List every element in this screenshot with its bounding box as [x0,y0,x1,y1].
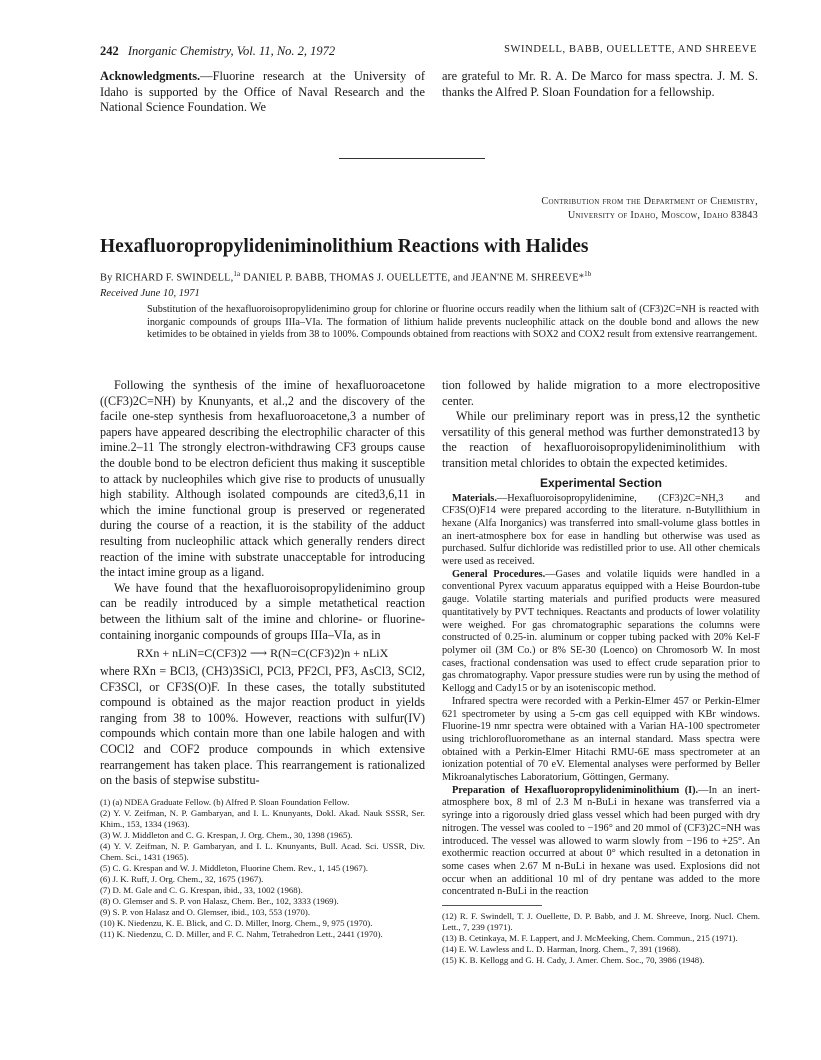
materials-heading: Materials. [452,492,497,504]
byline-by: By [100,272,113,284]
footnote: (15) K. B. Kellogg and G. H. Cady, J. Amer. Chem. Soc., 70, 3986 (1948). [442,955,705,966]
intro-paragraph-3: where RXn = BCl3, (CH3)3SiCl, PCl3, PF2Cl, PF3, AsCl3, SCl2, CF3SCl, or CF3S(O)F. In these cases, the totally substituted compound is obtained as the major reaction product in yields ranging from 38 to 100%. However, reactions with sulfur(IV) compounds which contain more than one labile halogen and with COCl2 and COF2 produce compounds in which extensive rearrangement has taken place. This rearrangement is rationalized on the basis of stepwise substitu- [100,664,425,788]
running-head-left [100,44,335,59]
contribution-note [338,195,758,223]
general-procedures-text: —Gases and volatile liquids were handled in a conventional Pyrex vacuum apparatus equipped with a Heise Bourdon-tube gauge. Volatile starting materials and purified products were measured quantitatively by PVT techniques. Reactants and products of lower volatility were weighed. For gas chromatographic separations the columns were constructed of 0.25-in. aluminum or copper tubing packed with 20% Kel-F polymer oil (3M Co.) or 8% SE-30 (Loenco) on Chromosorb W. In most cases, fractional condensation was used to effect crude separation prior to gas chromatography. Vapor pressure studies were run by using the method of Kellogg and Cady15 or by an isoteniscopic method. [442,568,760,695]
footnote: (12) R. F. Swindell, T. J. Ouellette, D. P. Babb, and J. M. Shreeve, Inorg. Nucl. Chem. Lett., 7, 239 (1971). [442,911,760,933]
footnote: (7) D. M. Gale and C. G. Krespan, ibid., 33, 1002 (1968). [100,884,303,895]
materials-text: —Hexafluoroisopropylidenimine, (CF3)2C=NH,3 and CF3S(O)F14 were prepared according to the literature. n-Butyllithium in hexane (Alfa Inorganics) was transferred into small-volume glass bottles in an inert-atmosphere box for ease in handling but otherwise was used as purchased. Sulfur dichloride was redistilled prior to use. All other chemicals were used as received. [442,492,760,568]
footnotes-left [100,797,425,940]
author-shreeve: JEAN'NE M. SHREEVE* [471,272,585,284]
footnote: (4) Y. V. Zeifman, N. P. Gambaryan, and I. L. Knunyants, Bull. Acad. Sci. USSR, Div. Chem. Sci., 1431 (1965). [100,840,425,862]
materials-paragraph [442,493,760,569]
footnote: (5) C. G. Krespan and W. J. Middleton, Fluorine Chem. Rev., 1, 145 (1967). [100,862,368,873]
footnote: (10) K. Niedenzu, K. E. Blick, and C. D. Miller, Inorg. Chem., 9, 975 (1970). [100,917,373,928]
footnote: (2) Y. V. Zeifman, N. P. Gambaryan, and I. L. Knunyants, Dokl. Akad. Nauk SSSR, Ser. Khim., 153, 1334 (1963). [100,807,425,829]
author-babb-ouellette: DANIEL P. BABB, THOMAS J. OUELLETTE, [243,272,451,284]
author-shreeve-sup: 1b [584,270,592,278]
spectra-paragraph: Infrared spectra were recorded with a Perkin-Elmer 457 or Perkin-Elmer 621 spectrometer by using a 5-cm gas cell equipped with KBr windows. Fluorine-19 nmr spectra were obtained with a Varian HA-100 spectrometer using trichlorofluoromethane as an internal standard. Mass spectra were obtained with a Perkin-Elmer Hitachi RMU-6E mass spectrometer at an ionization potential of 70 eV. Elemental analyses were performed by Beller Mikroanalytisches Laboratorium, Göttingen, Germany. [442,695,760,784]
footnote: (6) J. K. Ruff, J. Org. Chem., 32, 1675 (1967). [100,873,264,884]
author-swindell: RICHARD F. SWINDELL, [115,272,234,284]
reaction-equation: RXn + nLiN=C(CF3)2 ⟶ R(N=C(CF3)2)n + nLiX [136,646,389,661]
author-swindell-sup: 1a [233,270,241,278]
experimental-section-heading: Experimental Section [539,475,663,490]
footnote-rule [442,905,542,906]
continued-paragraph: tion followed by halide migration to a more electropositive center. [442,378,760,408]
acknowledgments-left [100,69,425,116]
section-divider [339,158,485,159]
running-head [100,44,757,60]
footnotes-right [442,911,760,966]
general-procedures-heading: General Procedures. [452,568,546,580]
footnote: (13) B. Cetinkaya, M. F. Lappert, and J. McMeeking, Chem. Commun., 215 (1971). [442,933,738,944]
running-head-authors: SWINDELL, BABB, OUELLETTE, AND SHREEVE [504,44,757,55]
preparation-paragraph [442,785,760,899]
preparation-heading: Preparation of Hexafluoropropylideniminolithium (I). [452,784,699,796]
left-column [100,378,425,940]
contribution-line-2: University of Idaho, Moscow, Idaho 83843 [567,210,758,221]
byline-and: and [452,272,469,284]
preliminary-report-paragraph: While our preliminary report was in press,12 the synthetic versatility of this general method was further demonstrated13 by the reaction of hexafluoroisopropylideniminolithium with transition metal chlorides to obtain the expected ketimides. [442,409,760,470]
received-date: Received June 10, 1971 [100,288,200,299]
byline [100,270,765,283]
footnote: (8) O. Glemser and S. P. von Halasz, Chem. Ber., 102, 3333 (1969). [100,895,339,906]
intro-paragraph-1: Following the synthesis of the imine of hexafluoroacetone ((CF3)2C=NH) by Knunyants, et al.,2 and the discovery of the facile one-step synthesis from hexafluoroacetone,3 a number of papers have appeared describing the electrophilic character of this imine.2–11 The strongly electron-withdrawing CF3 groups cause the double bond to be electron deficient thus making it susceptible to attack by nucleophiles which give rise to products of unusually high stability. Although isolated compounds are cited3,6,11 in which the imine functional group is preserved or regenerated during the course of a reaction, it is the stability of the adduct resulting from nucleophilic attack which generally renders direct reaction of the imine with substrate unacceptable for introducing the intact imine group as a ligand. [100,378,425,580]
footnote: (11) K. Niedenzu, C. D. Miller, and F. C. Nahm, Tetrahedron Lett., 2441 (1970). [100,928,383,939]
general-procedures-paragraph [442,569,760,696]
abstract: Substitution of the hexafluoroisopropylidenimino group for chlorine or fluorine occurs readily when the lithium salt of (CF3)2C=NH is reacted with inorganic compounds of groups IIIa–VIa. The formation of lithium halide prevents nucleophilic attack on the double bond and allows the new ketimides to be obtained in yields from 38 to 100%. Compounds obtained from reactions with SOX2 and COX2 result from extensive rearrangement. [147,304,759,341]
article-title: Hexafluoropropylideniminolithium Reactions with Halides [100,236,589,257]
footnote: (3) W. J. Middleton and C. G. Krespan, J. Org. Chem., 30, 1398 (1965). [100,829,353,840]
acknowledgments-text-left: —Fluorine research at the University of Idaho is supported by the Office of Naval Research and the National Science Foundation. We [100,69,425,115]
footnote: (9) S. P. von Halasz and O. Glemser, ibid., 103, 553 (1970). [100,906,311,917]
intro-paragraph-2: We have found that the hexafluoroisopropylidenimino group can be readily introduced by a simple metathetical reaction between the lithium salt of the imine and chlorine- or fluorine-containing inorganic compounds of groups IIIa–VIa, as in [100,580,425,642]
preparation-text: —In an inert-atmosphere box, 8 ml of 2.3 M n-BuLi in hexane was transferred via a syringe into a rigorously dried glass vessel which had been purged with dry nitrogen. The vessel was cooled to −196° and 20 mmol of (CF3)2C=NH was introduced. The vessel was allowed to warm slowly from −196 to +25°. An exothermic reaction occurred at about 0° which resulted in a detonation in some cases when 2.67 M n-BuLi in hexane was used. Explosions did not occur when an additional 10 ml of dry pentane was added to the more concentrated n-BuLi in the reaction [442,784,760,898]
footnote: (1) (a) NDEA Graduate Fellow. (b) Alfred P. Sloan Foundation Fellow. [100,796,350,807]
right-column [442,378,760,966]
acknowledgments-heading: Acknowledgments. [100,69,201,83]
footnote: (14) E. W. Lawless and L. D. Harman, Inorg. Chem., 7, 391 (1968). [442,944,681,955]
contribution-line-1: Contribution from the Department of Chemistry, [541,196,758,207]
acknowledgments-right: are grateful to Mr. R. A. De Marco for mass spectra. J. M. S. thanks the Alfred P. Sloan Foundation for a fellowship. [442,69,758,99]
journal-citation: Inorganic Chemistry, Vol. 11, No. 2, 1972 [127,44,336,58]
page-number: 242 [100,44,119,58]
